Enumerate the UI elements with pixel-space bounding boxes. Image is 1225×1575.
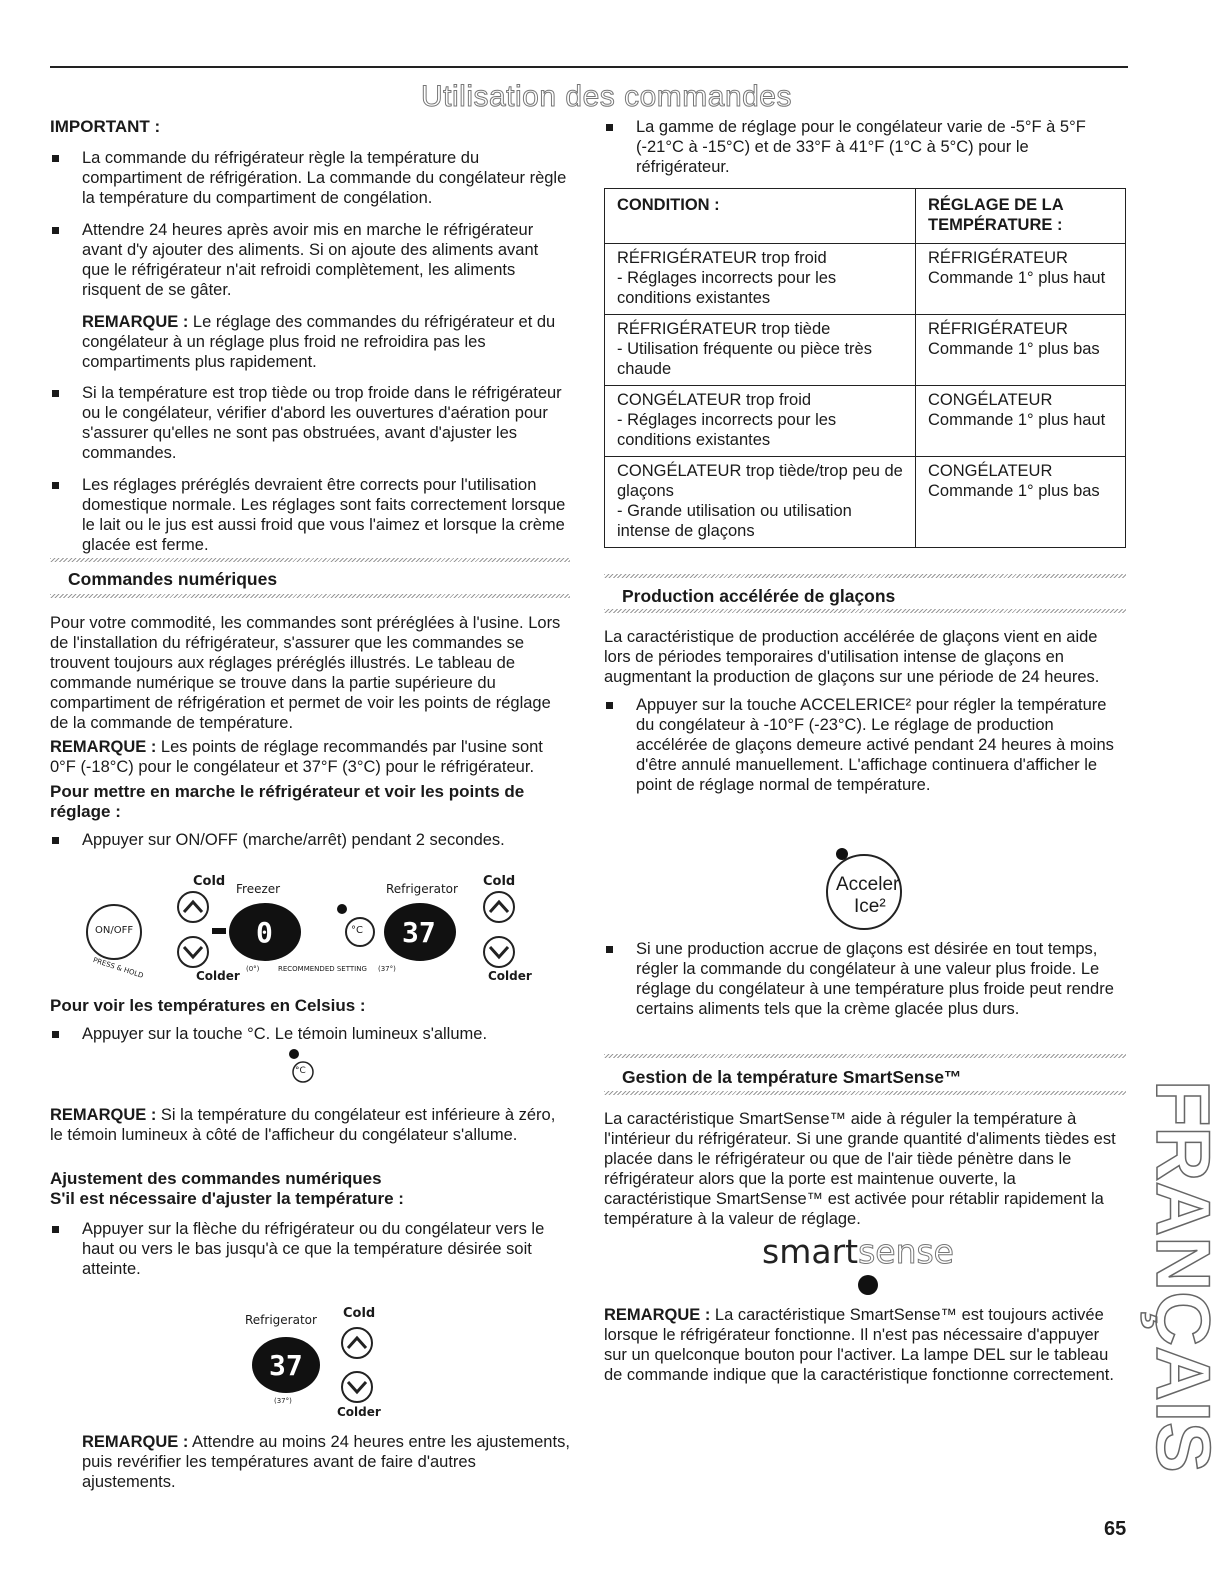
right-column-top [604,117,1126,177]
page-heading: Utilisation des commandes [421,80,792,113]
press-hold-label: PRESS & HOLD [92,956,145,980]
ice-bullet-2-block [604,939,1126,1019]
control-panel-illustration [86,872,532,990]
section-rule [604,1091,1126,1095]
condition-cell: RÉFRIGÉRATEUR trop tiède - Utilisation fréquente ou pièce très chaude [605,315,916,386]
table-row [605,244,1126,315]
chevron-down-icon [348,1382,366,1392]
left-column [50,117,570,555]
celsius-icon-illustration [286,1048,316,1084]
recommended-right: (37°) [378,965,396,973]
table-header-row [605,189,1126,244]
celsius-icon-label: °C [295,1066,306,1076]
logo-part1: sm [762,1232,812,1271]
freezer-down-button[interactable] [178,937,208,967]
remarque-5 [604,1305,1126,1385]
remarque-text: Attendre au moins 24 heures entre les ajustements, puis revérifier les températures avant de faire d'autres ajustements. [82,1433,570,1491]
recommended-value: (37°) [274,1397,292,1405]
bullet-item: Si la température est trop tiède ou trop froide dans le réfrigérateur ou le congélateur, vérifier d'abord les ouvertures d'aération pour s'assurer qu'elles ne sont pas obstruées, avant d'ajuster les commandes. [50,383,570,463]
onoff-label: ON/OFF [95,925,134,936]
accelerice-line2: Ice² [854,896,886,917]
bullet-item: La commande du réfrigérateur règle la température du compartiment de réfrigération. La commande du congélateur règle la température du compartiment de congélation. [50,148,570,208]
colder-label: Colder [337,1405,381,1419]
logo-part3: sense [858,1232,954,1271]
bullet-item: Attendre 24 heures après avoir mis en marche le réfrigérateur avant d'y ajouter des aliments. Si on ajoute des aliments avant que le réfrigérateur n'ait refroidi complètement, les aliments risquent de se gâter. [50,220,570,300]
fridge-panel-illustration [240,1305,380,1421]
subhead-adjust: S'il est nécessaire d'ajuster la température : [50,1189,404,1208]
condition-cell: RÉFRIGÉRATEUR trop froid - Réglages incorrects pour les conditions existantes [605,244,916,315]
section-rule [604,574,1126,578]
section-adjust-title: Ajustement des commandes numériques [50,1169,382,1188]
bullet-item: Appuyer sur la touche °C. Le témoin lumineux s'allume. [50,1024,570,1044]
remarque-1 [50,312,570,372]
temperature-table-wrap [604,188,1126,548]
colder-left-label: Colder [196,969,240,983]
remarque-label: REMARQUE : [50,1106,157,1124]
logo-part2: art [811,1232,859,1271]
remarque-label: REMARQUE : [82,313,189,331]
ice-text: La caractéristique de production accélérée de glaçons vient en aide lors de périodes temporaires d'utilisation intense de glaçons en augmentant la production de glaçons sur une période de 24 heures. [604,628,1100,686]
freezer-label: Freezer [236,882,281,896]
bullet-item: La gamme de réglage pour le congélateur varie de -5°F à 5°F (-21°C à -15°C) et de 33°F à 41°F (1°C à 5°C) pour le réfrigérateur. [604,117,1126,177]
subhead-onoff: Pour mettre en marche le réfrigérateur et voir les points de réglage : [50,782,525,821]
cold-label: Cold [343,1306,376,1321]
refrigerator-label: Refrigerator [386,882,458,896]
fridge-display-value: 37 [269,1349,303,1382]
ice-block [604,627,1126,795]
remarque-label: REMARQUE : [50,738,157,756]
bullet-item: Appuyer sur la touche ACCELERICE² pour régler la température du congélateur à -10°F (-23°C). Le réglage de production accélérée de glaçons demeure activé pendant 24 heures à moins d'être annulé manuellement. L'affichage continuera d'afficher le point de réglage normal de température. [604,695,1126,795]
section-rule [50,558,570,562]
refrigerator-label: Refrigerator [245,1313,317,1327]
fridge-display-value: 37 [402,916,436,949]
remarque-4 [82,1432,570,1492]
fridge-up-button[interactable] [342,1328,372,1358]
freezer-up-button[interactable] [178,892,208,922]
smart-text: La caractéristique SmartSense™ aide à réguler la température à l'intérieur du réfrigérateur. Si une grande quantité d'aliments tièdes est placée dans le réfrigérateur ou que de l'air tiède pénètre dans le réfrigérateur alors que la porte est maintenue ouverte, la caractéristique SmartSense™ est activée pour rétablir rapidement la température à la valeur de réglage. [604,1110,1116,1228]
remarque-4-block [82,1432,570,1492]
remarque-text: Les points de réglage recommandés par l'usine sont 0°F (-18°C) pour le congélateur et 37°F (3°C) pour le réfrigérateur. [50,738,543,776]
setting-cell: RÉFRIGÉRATEUR Commande 1° plus bas [916,315,1126,386]
subhead-celsius: Pour voir les températures en Celsius : [50,996,366,1015]
section-ice-title: Production accélérée de glaçons [622,586,896,606]
cold-right-label: Cold [483,874,516,889]
digital-text: Pour votre commodité, les commandes sont préréglées à l'usine. Lors de l'installation du réfrigérateur, s'assurer que les commandes se trouvent toujours aux réglages préréglés illustrés. Le tableau de commande numérique se trouve dans la partie supérieure du compartiment de réfrigération et permet de voir les points de réglage de la commande de température. [50,614,561,732]
section-rule [604,1054,1126,1058]
remarque-text: La caractéristique SmartSense™ est toujours activée lorsque le réfrigérateur fonctionne. Il n'est pas nécessaire d'appuyer sur un quelconque bouton pour l'activer. La lampe DEL sur le tableau de commande indique que la caractéristique fonctionne correctement. [604,1306,1114,1384]
chevron-up-icon [348,1338,366,1348]
bullet-item: Appuyer sur la flèche du réfrigérateur ou du congélateur vers le haut ou vers le bas jusqu'à ce que la température désirée soit atteinte. [50,1219,570,1279]
cold-left-label: Cold [193,874,226,889]
celsius-block [50,996,570,1044]
remarque-label: REMARQUE : [604,1306,711,1324]
remarque-label: REMARQUE : [82,1433,189,1451]
freezer-display-value: 0 [256,916,273,949]
led-dot-icon [337,904,347,914]
temperature-table [604,188,1126,548]
fridge-down-button[interactable] [484,937,514,967]
setting-cell: CONGÉLATEUR Commande 1° plus bas [916,457,1126,548]
accelerice-line1: Acceler [836,874,900,895]
celsius-label: °C [351,925,363,936]
remarque-3 [50,1105,570,1145]
page-number: 65 [1104,1518,1127,1540]
bullet-item: Les réglages préréglés devraient être corrects pour l'utilisation domestique normale. Les réglages sont faits correctement lorsque le lait ou le jus est aussi froid que vous l'aimez et lorsque la crème glacée est ferme. [50,475,570,555]
condition-cell: CONGÉLATEUR trop froid - Réglages incorrects pour les conditions existantes [605,386,916,457]
freezer-indicator-icon [212,928,226,934]
table-row [605,386,1126,457]
setting-cell: CONGÉLATEUR Commande 1° plus haut [916,386,1126,457]
remarque-text: Le réglage des commandes du réfrigérateur et du congélateur à un réglage plus froid ne refroidira pas les compartiments plus rapidement. [82,313,556,371]
digital-block [50,613,570,850]
adjust-block [50,1105,570,1279]
header-setting: RÉGLAGE DE LA TEMPÉRATURE : [916,189,1126,244]
condition-cell: CONGÉLATEUR trop tiède/trop peu de glaçons - Grande utilisation ou utilisation intense de glaçons [605,457,916,548]
bullet-item: Appuyer sur ON/OFF (marche/arrêt) pendant 2 secondes. [50,830,570,850]
bullet-item: Si une production accrue de glaçons est désirée en tout temps, régler la commande du congélateur à une valeur plus froide. Le réglage du congélateur à une température plus froide peut rendre certains aliments tels que la crème glacée plus durs. [604,939,1126,1019]
accelerice-button-illustration[interactable] [812,840,908,936]
smartsense-led-icon [858,1275,878,1295]
remarque-2 [50,737,570,777]
colder-right-label: Colder [488,969,532,983]
fridge-up-button[interactable] [484,892,514,922]
smart-block [604,1109,1126,1229]
chevron-up-icon [490,902,508,912]
section-smart-title: Gestion de la température SmartSense™ [622,1067,962,1087]
important-label: IMPORTANT : [50,117,161,136]
section-rule [604,609,1126,613]
chevron-down-icon [490,947,508,957]
recommended-left: (0°) [246,965,260,973]
language-side-tab: FRANÇAIS [1140,1080,1225,1473]
top-rule [50,66,1128,68]
section-rule [50,594,570,598]
remarque-text: Si la température du congélateur est inférieure à zéro, le témoin lumineux à côté de l'afficheur du congélateur s'allume. [50,1106,556,1144]
section-digital-title: Commandes numériques [68,569,278,589]
chevron-up-icon [184,902,202,912]
table-row [605,315,1126,386]
fridge-down-button[interactable] [342,1372,372,1402]
setting-cell: RÉFRIGÉRATEUR Commande 1° plus haut [916,244,1126,315]
table-row [605,457,1126,548]
recommended-setting: RECOMMENDED SETTING [278,965,367,973]
header-condition: CONDITION : [605,189,916,244]
smartsense-logo [762,1232,982,1298]
remarque-5-block [604,1305,1126,1385]
chevron-down-icon [184,947,202,957]
